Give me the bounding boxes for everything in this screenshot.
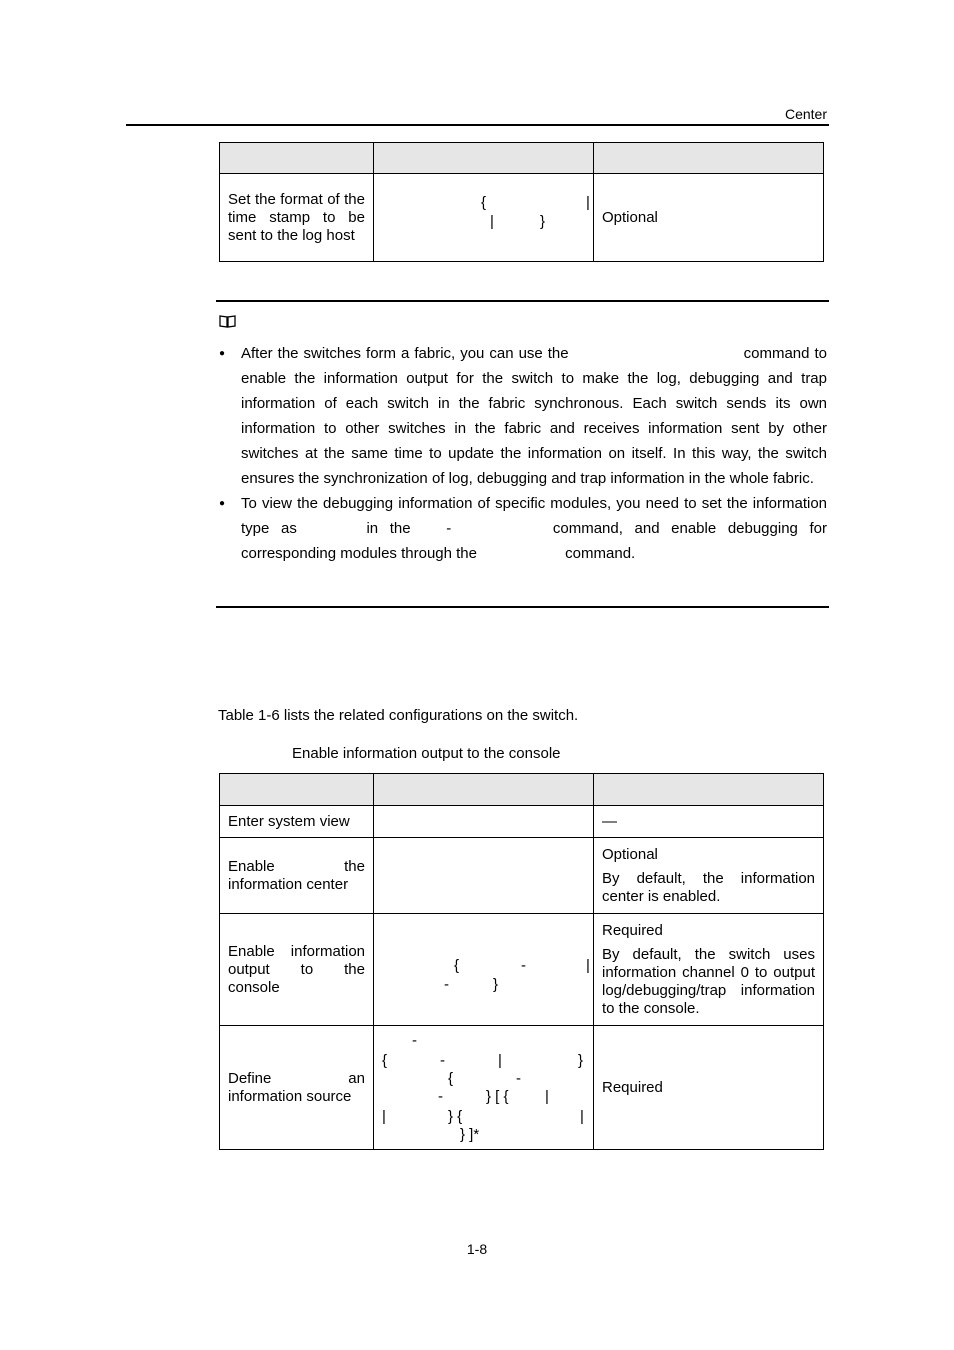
- remarks-line: By default, the information center is enabled.: [602, 869, 815, 905]
- console-config-table: [219, 773, 824, 1150]
- header-rule: [126, 124, 829, 126]
- command-cell: [374, 914, 594, 1026]
- operation-cell: Enable the information center: [220, 838, 374, 914]
- command-fragment: }: [578, 1051, 584, 1069]
- note-text: command.: [565, 545, 636, 562]
- note-text: command, and enable debugging for corresponding modules through the: [241, 520, 828, 562]
- command-fragment: {: [481, 193, 487, 211]
- command-cell: [374, 174, 594, 262]
- command-fragment: |: [490, 212, 494, 230]
- remarks-cell: [594, 838, 824, 914]
- operation-cell: Enable information output to the console: [220, 914, 374, 1026]
- bullet-icon: ●: [219, 348, 226, 359]
- note-text: -: [446, 520, 452, 537]
- operation-cell: Define an information source: [220, 1026, 374, 1150]
- operation-cell: Enter system view: [220, 806, 374, 838]
- remarks-cell: Required: [594, 1026, 824, 1150]
- command-fragment: |: [382, 1107, 386, 1125]
- note-text: command to enable the information output for the switch to make the log, debugging and trap information of each switch in the fabric synchronous. Each switch sends its own information to other switches in the fabric and receives information sent by other switches at the same time to update the information on itself. In this way, the switch ensures the synchronization of log, debugging and trap information in the whole fabric.: [241, 345, 827, 487]
- command-fragment: -: [440, 1051, 445, 1069]
- command-fragment: {: [448, 1069, 454, 1087]
- command-fragment: }: [493, 975, 499, 993]
- command-fragment: -: [516, 1069, 521, 1087]
- table-header-row: [220, 143, 824, 174]
- note-text: To view the debugging information of specific modules, you need to set the information type as: [241, 495, 827, 537]
- note-bottom-rule: [216, 606, 829, 608]
- command-fragment: {: [454, 956, 460, 974]
- book-icon: [219, 314, 236, 328]
- command-fragment: -: [521, 956, 526, 974]
- table-row: [220, 1026, 824, 1150]
- command-cell: [374, 1026, 594, 1150]
- command-fragment: -: [438, 1087, 443, 1105]
- note-body: [219, 341, 827, 566]
- table-row: [220, 806, 824, 838]
- table-row: [220, 838, 824, 914]
- command-fragment: -: [444, 975, 449, 993]
- remarks-line: Optional: [602, 845, 658, 863]
- command-fragment: |: [586, 193, 590, 211]
- bullet-icon: ●: [219, 498, 226, 509]
- timestamp-config-table: [219, 142, 824, 262]
- command-fragment: {: [382, 1051, 388, 1069]
- remarks-line: Required: [602, 921, 663, 939]
- table-row: [220, 174, 824, 262]
- command-fragment: |: [545, 1087, 549, 1105]
- note-text: in the: [366, 520, 411, 537]
- table-header-row: [220, 774, 824, 806]
- page-number: 1-8: [466, 1241, 488, 1257]
- remarks-cell: [594, 914, 824, 1026]
- command-cell: [374, 806, 594, 838]
- note-item: [219, 341, 827, 491]
- table-caption: Enable information output to the console: [292, 745, 561, 762]
- command-fragment: } {: [448, 1107, 463, 1125]
- command-fragment: } ]*: [460, 1125, 480, 1143]
- command-fragment: } [ {: [486, 1087, 509, 1105]
- remarks-cell: —: [594, 806, 824, 838]
- command-fragment: -: [412, 1031, 417, 1049]
- note-text: After the switches form a fabric, you can use the: [241, 345, 569, 362]
- remarks-line: By default, the switch uses information channel 0 to output log/debugging/trap information to the console.: [602, 945, 815, 1017]
- header-title: Center: [784, 106, 827, 122]
- table-row: [220, 914, 824, 1026]
- operation-cell: Set the format of the time stamp to be sent to the log host: [220, 174, 374, 262]
- remarks-cell: Optional: [594, 174, 824, 262]
- command-fragment: |: [580, 1107, 584, 1125]
- note-item: [219, 491, 827, 566]
- intro-paragraph: Table 1-6 lists the related configurations on the switch.: [218, 707, 579, 724]
- command-cell: [374, 838, 594, 914]
- command-fragment: |: [498, 1051, 502, 1069]
- note-top-rule: [216, 300, 829, 302]
- command-fragment: }: [540, 212, 546, 230]
- command-fragment: |: [586, 956, 590, 974]
